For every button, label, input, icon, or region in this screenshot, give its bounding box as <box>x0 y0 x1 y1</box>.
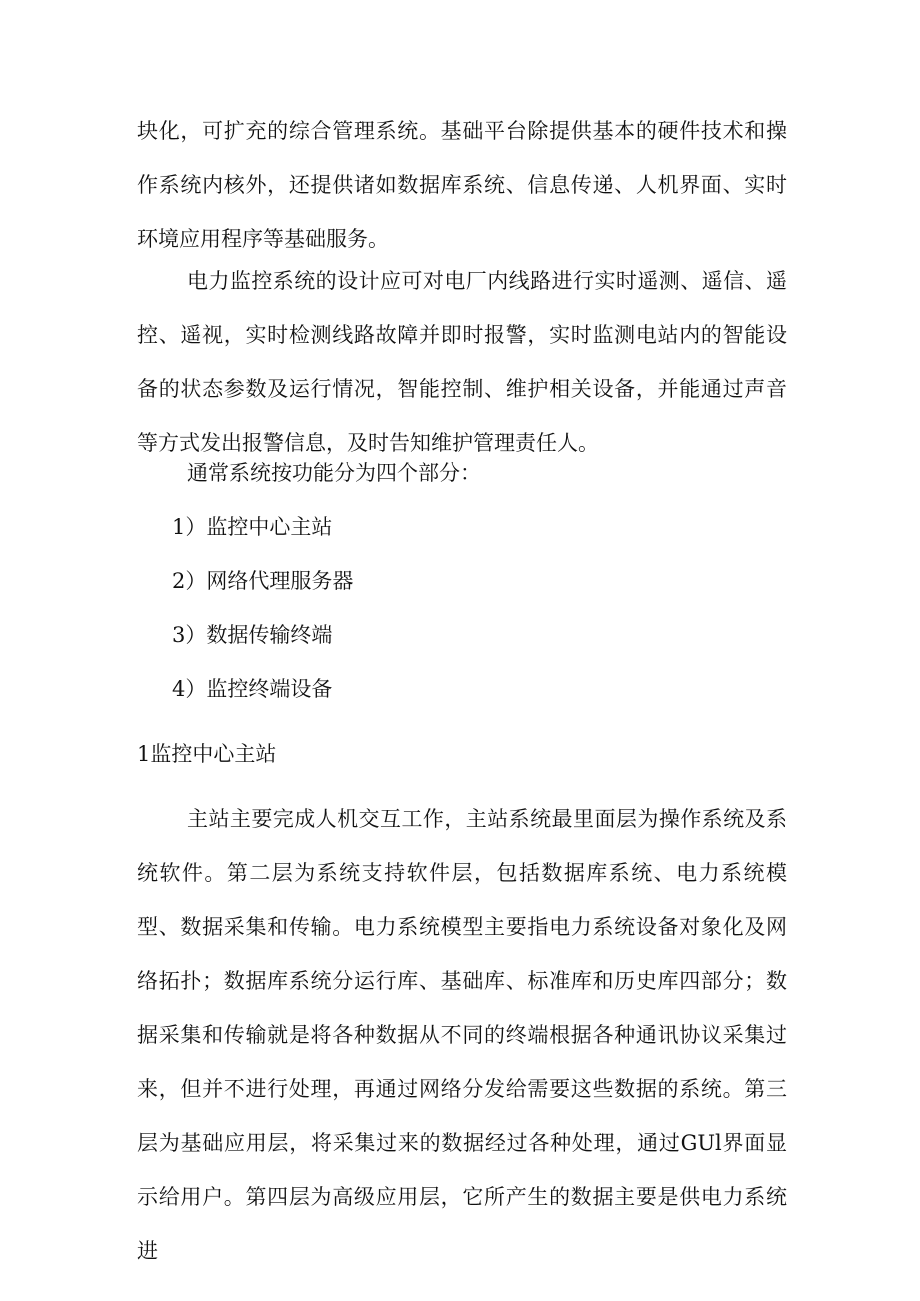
paragraph-platform-description: 块化，可扩充的综合管理系统。基础平台除提供基本的硬件技术和操作系统内核外，还提供诸如数据库系统、信息传递、人机界面、实时环境应用程序等基础服务。 <box>137 119 787 251</box>
paragraph-monitoring-design: 电力监控系统的设计应可对电厂内线路进行实时遥测、遥信、遥控、遥视，实时检测线路故障并即时报警，实时监测电站内的智能设备的状态参数及运行情况，智能控制、维护相关设备，并能通过声音等方式发出报警信息，及时告知维护管理责任人。 <box>137 269 787 455</box>
paragraph-master-station: 主站主要完成人机交互工作，主站系统最里面层为操作系统及系统软件。第二层为系统支持软件层，包括数据库系统、电力系统模型、数据采集和传输。电力系统模型主要指电力系统设备对象化及网络拓扑；数据库系统分运行库、基础库、标准库和历史库四部分；数据采集和传输就是将各种数据从不同的终端根据各种通讯协议采集过来，但并不进行处理，再通过网络分发给需要这些数据的系统。第三层为基础应用层，将采集过来的数据经过各种处理，通过GUl界面显示给用户。第四层为高级应用层，它所产生的数据主要是供电力系统进 <box>137 807 787 1263</box>
list-item-monitoring-terminal-device: 4）监控终端设备 <box>172 677 333 701</box>
list-item-data-transmission-terminal: 3）数据传输终端 <box>172 623 333 647</box>
list-item-monitoring-center: 1）监控中心主站 <box>172 515 333 539</box>
section-heading: 1监控中心主站 <box>137 742 277 766</box>
paragraph-system-parts-intro: 通常系统按功能分为四个部分： <box>187 461 481 485</box>
list-item-network-proxy-server: 2）网络代理服务器 <box>172 569 354 593</box>
